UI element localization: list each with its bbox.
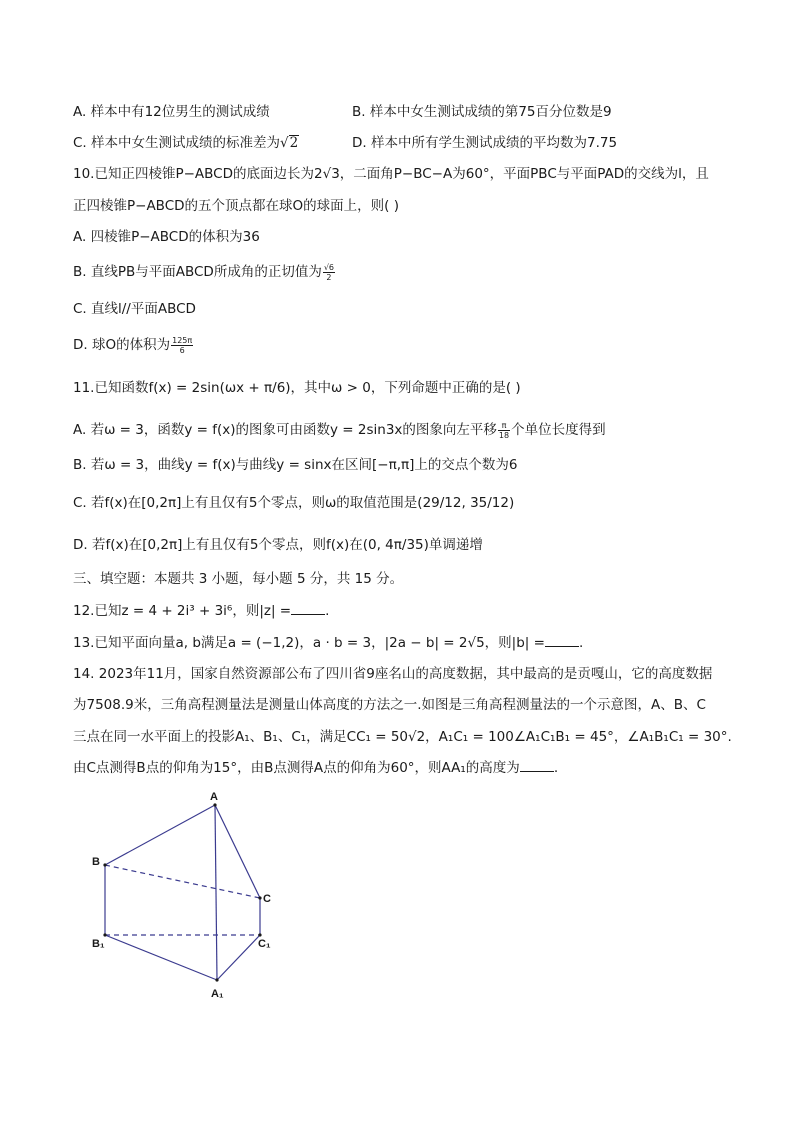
q10-option-b-numerator: √6	[323, 262, 335, 272]
q14-line1: 14. 2023年11月，国家自然资源部公布了四川省9座名山的高度数据，其中最高的是贡嘎山，它的高度数据	[73, 666, 713, 682]
q11-option-a-text: A. 若ω = 3，函数y = f(x)的图象可由函数y = 2sin3x的图象向左平移	[73, 422, 497, 438]
q10-option-b	[73, 262, 336, 282]
label-a: A	[210, 791, 218, 803]
q11-option-d: D. 若f(x)在[0,2π]上有且仅有5个零点，则f(x)在(0, 4π/35)单调递增	[73, 537, 483, 553]
edge-a-c	[215, 805, 260, 898]
q13-stem: 13.已知平面向量a, b满足a = (−1,2)，a · b = 3，|2a − b| = 2√5，则|b| =	[73, 635, 545, 651]
q9-option-c-text: C. 样本中女生测试成绩的标准差为	[73, 135, 281, 151]
q14-end: .	[553, 760, 559, 776]
triangulation-figure	[80, 785, 300, 1010]
point-b	[103, 863, 106, 866]
q11-option-a-numerator: π	[498, 421, 510, 431]
q10-option-c: C. 直线l//平面ABCD	[73, 301, 196, 317]
q10-option-d-numerator: 125π	[172, 335, 193, 345]
q10-option-d	[73, 335, 194, 355]
label-a1: A₁	[211, 988, 224, 1000]
point-c1	[258, 933, 261, 936]
q10-option-b-text: B. 直线PB与平面ABCD所成角的正切值为	[73, 264, 322, 280]
q9-option-d: D. 样本中所有学生测试成绩的平均数为7.75	[352, 135, 618, 151]
q14-line4-text: 由C点测得B点的仰角为15°，由B点测得A点的仰角为60°，则AA₁的高度为	[73, 760, 520, 776]
label-c: C	[263, 893, 271, 905]
q12	[73, 601, 329, 621]
q11-stem: 11.已知函数f(x) = 2sin(ωx + π/6)，其中ω > 0，下列命题中正确的是( )	[73, 380, 521, 396]
q13-end: .	[578, 635, 584, 651]
q10-option-b-denominator: 2	[326, 272, 332, 282]
q14-line4	[73, 758, 558, 778]
q10-stem-line1: 10.已知正四棱锥P−ABCD的底面边长为2√3，二面角P−BC−A为60°，平面PBC与平面PAD的交线为l，且	[73, 166, 709, 182]
q12-stem: 12.已知z = 4 + 2i³ + 3i⁶，则|z| =	[73, 603, 292, 619]
edge-b1-a1	[105, 935, 217, 980]
point-a1	[215, 978, 218, 981]
label-b1: B₁	[92, 938, 105, 950]
edge-a-b	[105, 805, 215, 865]
q11-option-b: B. 若ω = 3，曲线y = f(x)与曲线y = sinx在区间[−π,π]上的交点个数为6	[73, 457, 518, 473]
edge-a1-c1	[217, 935, 260, 980]
edge-a-a1	[215, 805, 217, 980]
q9-option-c: C. 样本中女生测试成绩的标准差为√2	[73, 135, 299, 151]
q12-end: .	[325, 603, 330, 619]
edge-b-c-dashed	[105, 865, 260, 898]
q14-answer-blank[interactable]	[520, 759, 554, 772]
q9-option-b: B. 样本中女生测试成绩的第75百分位数是9	[352, 104, 612, 120]
q9-option-a: A. 样本中有12位男生的测试成绩	[73, 104, 270, 120]
section-3-heading: 三、填空题：本题共 3 小题，每小题 5 分，共 15 分。	[73, 571, 404, 587]
q14-line2: 为7508.9米，三角高程测量法是测量山体高度的方法之一.如图是三角高程测量法的一个示意图，A、B、C	[73, 697, 706, 713]
label-b: B	[92, 856, 100, 868]
label-c1: C₁	[258, 938, 271, 950]
q14-line3: 三点在同一水平面上的投影A₁、B₁、C₁，满足CC₁ = 50√2，A₁C₁ = 100∠A₁C₁B₁ = 45°，∠A₁B₁C₁ = 30°.	[73, 729, 732, 745]
q11-option-a-denominator: 18	[498, 430, 510, 440]
point-a	[213, 803, 216, 806]
q12-answer-blank[interactable]	[291, 602, 325, 615]
point-c	[258, 896, 261, 899]
q10-option-a: A. 四棱锥P−ABCD的体积为36	[73, 229, 260, 245]
q11-option-c: C. 若f(x)在[0,2π]上有且仅有5个零点，则ω的取值范围是(29/12, 35/12)	[73, 495, 515, 511]
q13-answer-blank[interactable]	[545, 634, 579, 647]
q9-option-c-radicand: 2	[289, 135, 299, 151]
q10-option-d-text: D. 球O的体积为	[73, 337, 171, 353]
point-b1	[103, 933, 106, 936]
q13	[73, 633, 583, 653]
q11-option-a	[73, 420, 606, 440]
q11-option-a-suffix: 个单位长度得到	[511, 422, 606, 438]
q10-option-d-denominator: 6	[179, 345, 185, 355]
q10-stem-line2: 正四棱锥P−ABCD的五个顶点都在球O的球面上，则( )	[73, 198, 399, 214]
